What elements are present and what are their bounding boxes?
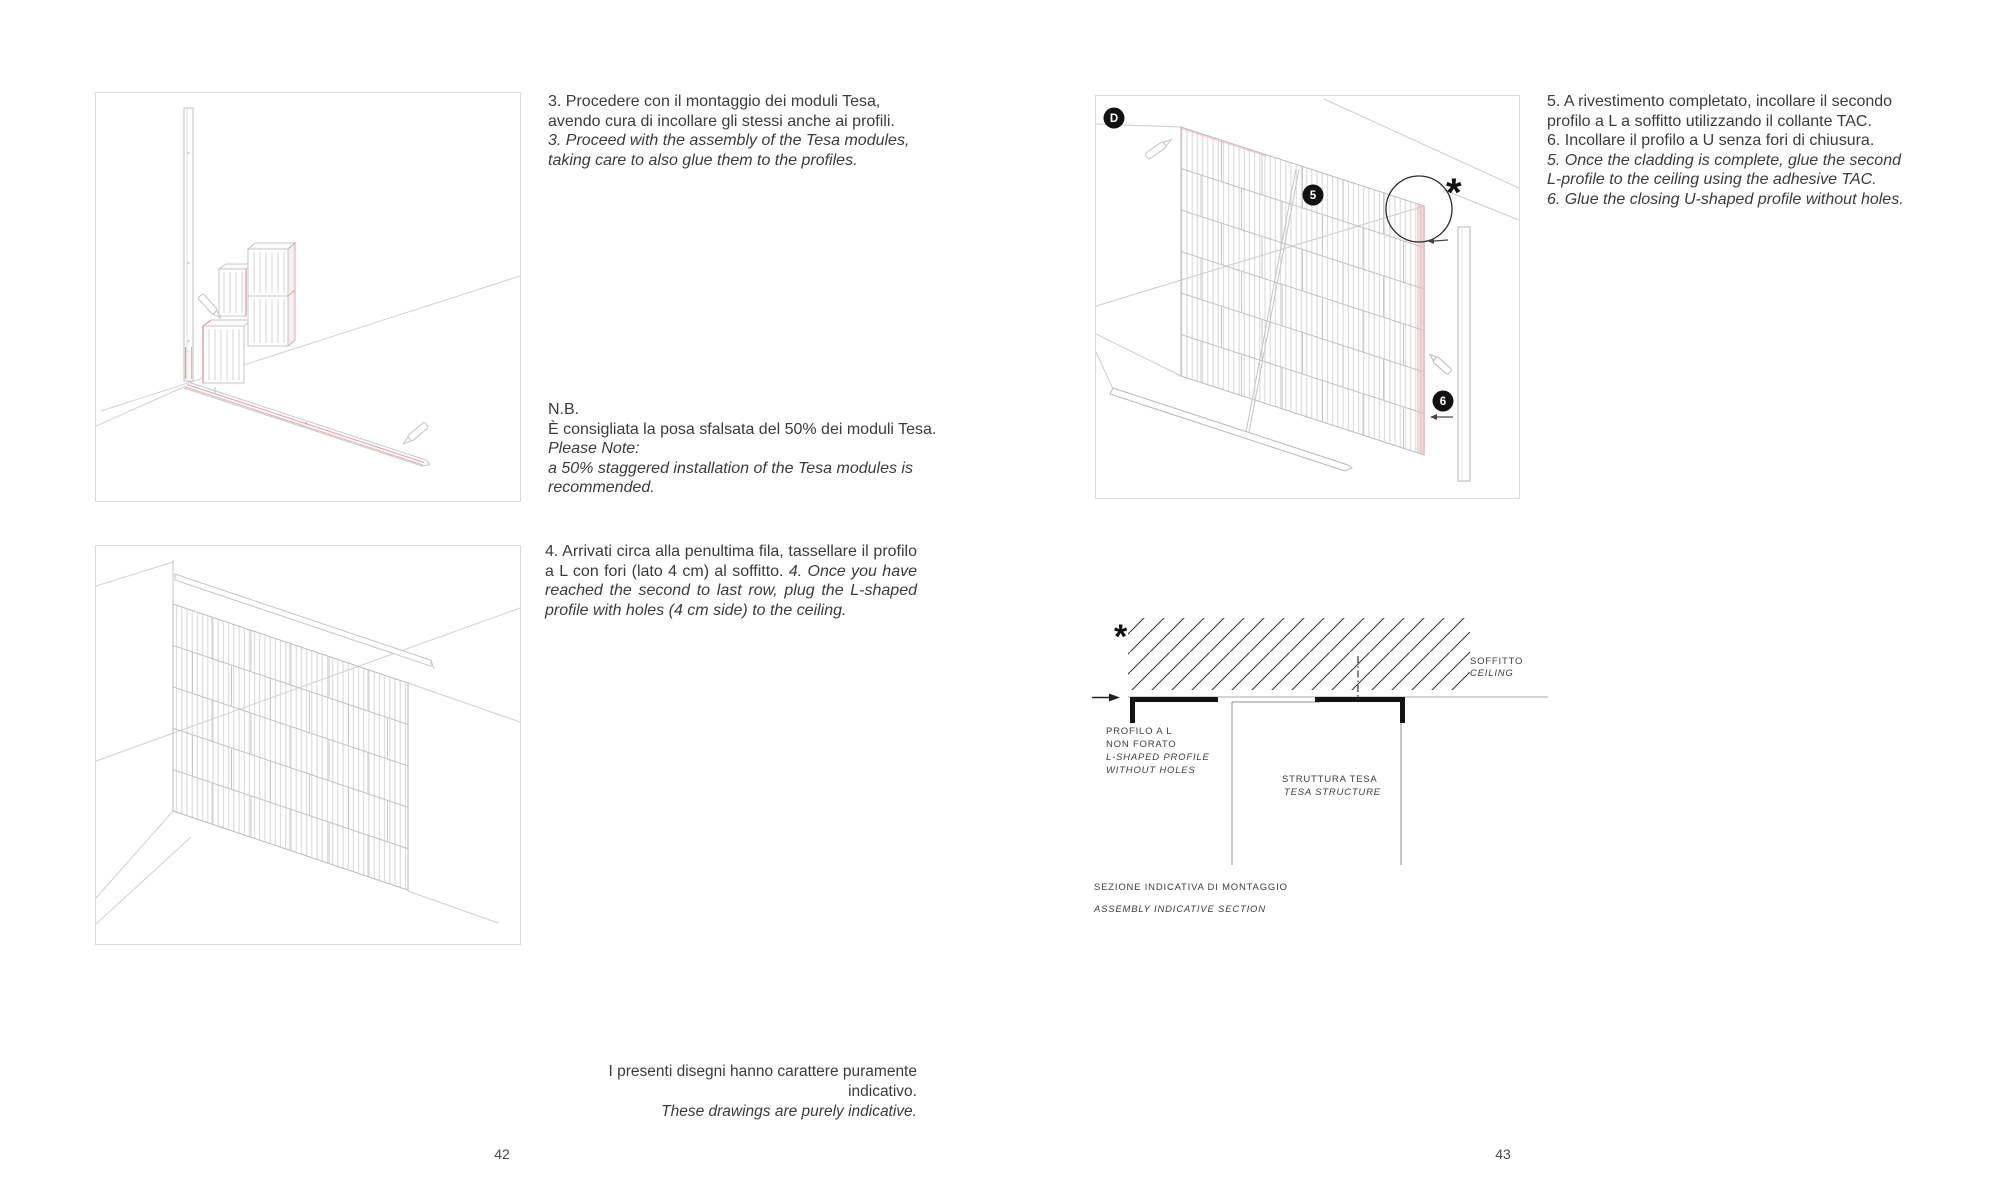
step56-it-line2: profilo a L a soffitto utilizzando il collante TAC.	[1547, 112, 1872, 130]
asterisk-marker: *	[1114, 618, 1128, 656]
step4-text	[545, 542, 917, 620]
step4-it: 4. Arrivati circa alla penultima fila, tassellare il profilo a L con fori (lato 4 cm) al soffitto.	[545, 543, 917, 580]
glue-applicator-icon	[401, 422, 428, 447]
step56-en-line3: 6. Glue the closing U-shaped profile without holes.	[1547, 190, 1904, 208]
direction-arrow-icon	[1092, 694, 1120, 702]
tesa-module	[203, 320, 252, 394]
profilo-label-3: L-SHAPED PROFILE	[1106, 752, 1210, 763]
floor-profile	[184, 382, 430, 466]
detail-arrow-icon	[1427, 238, 1448, 244]
completed-wall-drawing-svg	[1096, 96, 1519, 498]
step4-en: 4. Once you have reached the second to last row, plug the L-shaped profile with holes (4 cm side) to the ceiling.	[545, 562, 918, 619]
soffitto-label: SOFFITTO	[1470, 656, 1524, 667]
l-profile-right	[1315, 697, 1405, 723]
struttura-label-it: STRUTTURA TESA	[1282, 774, 1378, 785]
glue-applicator-icon	[1427, 352, 1452, 375]
section-caption-en: ASSEMBLY INDICATIVE SECTION	[1094, 904, 1266, 915]
nb-it: È consigliata la posa sfalsata del 50% dei moduli Tesa.	[548, 420, 937, 438]
nb-en-line1: a 50% staggered installation of the Tesa modules is	[548, 459, 913, 477]
vertical-profile	[184, 108, 193, 381]
badge-5-marker	[1303, 185, 1324, 206]
wall-assembly-drawing-svg	[96, 546, 520, 944]
svg-text:5: 5	[1309, 190, 1317, 202]
step56-it-line1: 5. A rivestimento completato, incollare il secondo	[1547, 93, 1893, 110]
assembly-section-svg	[1090, 612, 1560, 930]
svg-text:D: D	[1109, 113, 1119, 125]
assembly-section-diagram	[1090, 612, 1560, 930]
nb-note	[548, 400, 936, 498]
badge-6-marker	[1433, 391, 1454, 412]
badge-d-marker	[1104, 108, 1125, 129]
nb-en-line2: recommended.	[548, 479, 655, 497]
profilo-label-4: WITHOUT HOLES	[1106, 765, 1196, 776]
page-number-right: 43	[1495, 1146, 1511, 1162]
disclaimer-en: These drawings are purely indicative.	[661, 1103, 917, 1120]
step6-arrow-icon	[1430, 414, 1453, 420]
step56-en-line2: L-profile to the ceiling using the adhesive TAC.	[1547, 171, 1877, 189]
asterisk-marker: *	[1446, 171, 1462, 215]
step3-en-line2: taking care to also glue them to the profiles.	[548, 151, 858, 169]
step56-it-line3: 6. Incollare il profilo a U senza fori di chiusura.	[1547, 132, 1875, 150]
module-wall	[173, 573, 434, 898]
u-closing-profile	[1458, 227, 1470, 481]
step3-en-line1: 3. Proceed with the assembly of the Tesa modules,	[548, 132, 910, 150]
profilo-label-1: PROFILO A L	[1106, 726, 1173, 737]
step3-text	[548, 92, 909, 170]
room-perspective-lines	[96, 276, 520, 426]
assembly-start-drawing	[95, 92, 521, 502]
step56-text	[1547, 92, 1904, 210]
svg-text:6: 6	[1439, 396, 1447, 408]
step56-en-line1: 5. Once the cladding is complete, glue the second	[1547, 151, 1901, 169]
completed-wall-drawing	[1095, 95, 1520, 499]
step3-it-line1: 3. Procedere con il montaggio dei moduli Tesa,	[548, 93, 881, 110]
profilo-label-2: NON FORATO	[1106, 739, 1177, 750]
assembly-start-drawing-svg	[96, 93, 520, 501]
step3-it-line2: avendo cura di incollare gli stessi anche ai profili.	[548, 112, 895, 130]
wall-assembly-drawing	[95, 545, 521, 945]
disclaimer-it: I presenti disegni hanno carattere puramente indicativo.	[608, 1063, 917, 1100]
nb-en-label: Please Note:	[548, 440, 640, 458]
disclaimer	[545, 1062, 917, 1122]
module-wall	[1181, 127, 1425, 455]
section-caption-it: SEZIONE INDICATIVA DI MONTAGGIO	[1094, 882, 1288, 893]
struttura-label-en: TESA STRUCTURE	[1284, 787, 1381, 798]
nb-title: N.B.	[548, 401, 580, 418]
l-profile-left	[1130, 697, 1218, 723]
page-number-left: 42	[494, 1146, 510, 1162]
glue-applicator-icon	[1145, 137, 1174, 160]
ceiling-hatch	[1128, 618, 1470, 690]
ceiling-label: CEILING	[1470, 668, 1514, 679]
